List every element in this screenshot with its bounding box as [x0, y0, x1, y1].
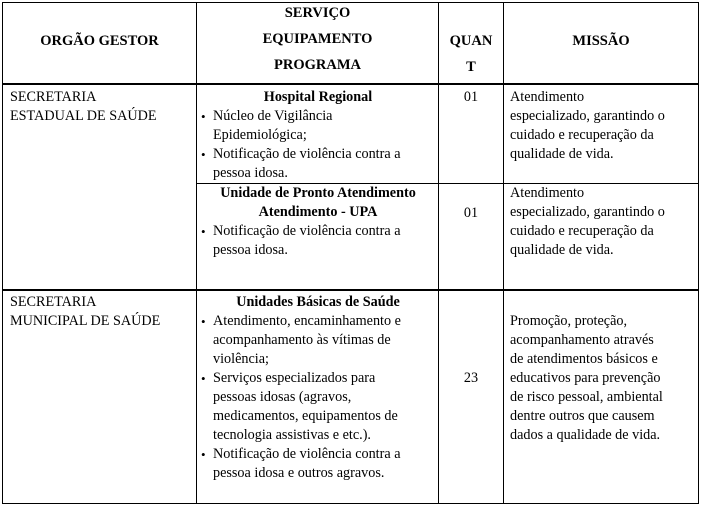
table-border [698, 2, 699, 504]
list-item: • Notificação de violência contra a pessoa idosa. [200, 222, 436, 260]
header-quant: QUAN T [449, 33, 493, 75]
missao-text: Atendimento especializado, garantindo o cuidado e recuperação da qualidade de vida. [510, 89, 665, 162]
quant-value: 01 [463, 89, 479, 105]
orgao-municipal: SECRETARIA MUNICIPAL DE SAÚDE [10, 294, 161, 329]
servico-title: Unidade de Pronto Atendimento [220, 185, 416, 201]
table-border [2, 503, 699, 504]
row-divider [2, 289, 699, 291]
list-item: • Atendimento, encaminhamento e acompanhamento às vítimas de violência; [200, 312, 436, 369]
header-divider [2, 83, 699, 85]
servico-title: Atendimento - UPA [258, 204, 378, 220]
col-divider [503, 2, 504, 504]
servico-title: Hospital Regional [263, 89, 373, 105]
missao-text: Promoção, proteção, acompanhamento através de atendimentos básicos e educativos para prevenção de risco pessoal, ambiental dentre outros que causem dados a qualidade de vida. [510, 313, 663, 443]
header-orgao: ORGÃO GESTOR [40, 33, 159, 49]
servico-title: Unidades Básicas de Saúde [236, 294, 400, 310]
orgao-estadual: SECRETARIA ESTADUAL DE SAÚDE [10, 89, 157, 124]
servico-upa [200, 184, 436, 260]
list-item: • Núcleo de Vigilância Epidemiológica; [200, 107, 436, 145]
missao-text: Atendimento especializado, garantindo o cuidado e recuperação da qualidade de vida. [510, 185, 665, 258]
quant-value: 23 [463, 370, 479, 386]
table-border [2, 2, 3, 504]
list-item: • Notificação de violência contra a pessoa idosa e outros agravos. [200, 445, 436, 483]
list-item: • Serviços especializados para pessoas idosas (agravos, medicamentos, equipamentos de tecnologia assistivas e etc.). [200, 369, 436, 445]
quant-value: 01 [463, 205, 479, 221]
header-missao: MISSÃO [572, 33, 630, 49]
servico-hospital-regional [200, 88, 436, 183]
list-item: • Notificação de violência contra a pessoa idosa. [200, 145, 436, 183]
header-servico: SERVIÇO EQUIPAMENTO PROGRAMA [262, 5, 373, 73]
servico-ubs [200, 293, 436, 483]
